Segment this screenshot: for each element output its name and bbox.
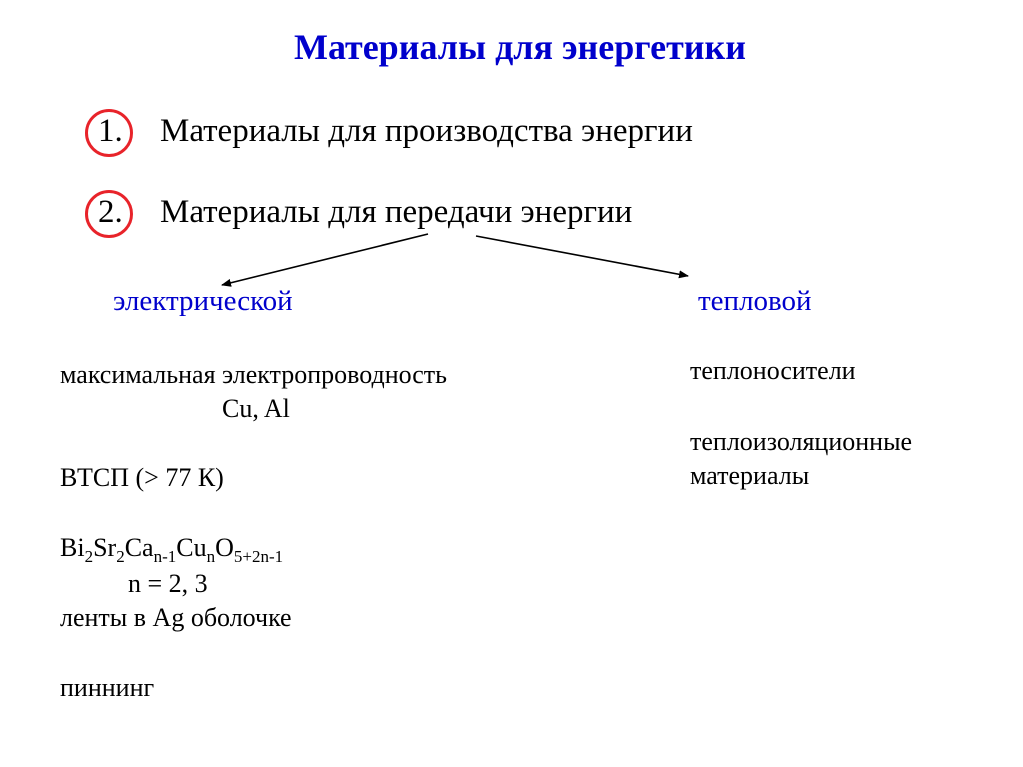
formula-sr-sub: 2 xyxy=(116,547,125,566)
formula-sr: Sr xyxy=(93,533,117,562)
formula-o: O xyxy=(215,533,234,562)
item-text-1: Материалы для производства энергии xyxy=(160,113,693,149)
insulation-text-line2: материалы xyxy=(690,461,810,490)
branch-electric: электрической xyxy=(113,285,293,317)
slide-title: Материалы для энергетики xyxy=(293,27,747,67)
max-conductivity-text: максимальная электропроводность xyxy=(60,360,448,389)
bscco-formula xyxy=(60,533,284,566)
formula-o-sub: 5+2n-1 xyxy=(233,547,284,566)
coolants-text: теплоносители xyxy=(690,356,856,385)
insulation-text-line1: теплоизоляционные xyxy=(690,427,913,456)
formula-cu-sub: n xyxy=(206,547,216,566)
htsc-text: ВТСП (> 77 К) xyxy=(60,463,224,492)
formula-cu: Cu xyxy=(176,533,207,562)
tapes-text: ленты в Ag оболочке xyxy=(60,603,292,632)
n-values-text: n = 2, 3 xyxy=(128,569,208,598)
item-number-1: 1. xyxy=(98,113,123,149)
metals-text: Cu, Al xyxy=(222,394,290,423)
arrow-to-thermal xyxy=(476,236,688,276)
formula-ca-sub: n-1 xyxy=(153,547,177,566)
branch-thermal: тепловой xyxy=(698,285,812,317)
item-text-2: Материалы для передачи энергии xyxy=(160,194,633,230)
formula-bi-sub: 2 xyxy=(84,547,94,566)
pinning-text: пиннинг xyxy=(60,673,155,702)
item-number-2: 2. xyxy=(98,194,123,230)
formula-bi: Bi xyxy=(60,533,85,562)
arrow-to-electric xyxy=(222,234,428,285)
formula-ca: Ca xyxy=(124,533,154,562)
